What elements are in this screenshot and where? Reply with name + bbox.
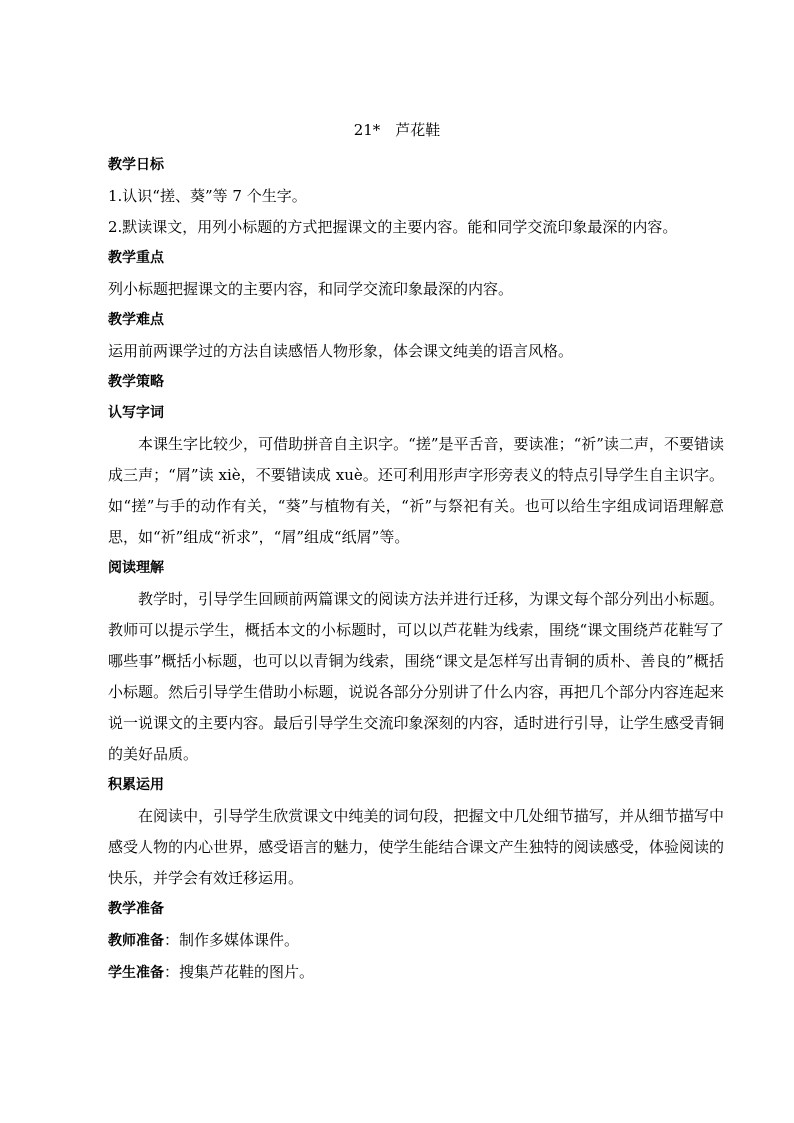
- teacher-preparation: [108, 925, 724, 957]
- teacher-preparation-label: 教师准备: [108, 933, 164, 949]
- student-preparation: [108, 957, 724, 989]
- strategy-heading: 教学策略: [108, 374, 164, 390]
- objective-item-1: 1.认识“搓、葵”等 7 个生字。: [108, 187, 307, 205]
- reading-text: 教学时，引导学生回顾前两篇课文的阅读方法并进行迁移，为课文每个部分列出小标题。教师可以提示学生，概括本文的小标题时，可以以芦花鞋为线索，围绕“课文围绕芦花鞋写了哪些事”概括小标题，也可以以青铜为线索，围绕“课文是怎样写出青铜的质朴、善良的”概括小标题。然后引导学生借助小标题，说说各部分分别讲了什么内容，再把几个部分内容连起来说一说课文的主要内容。最后引导学生交流印象深刻的内容，适时进行引导，让学生感受青铜的美好品质。: [108, 590, 724, 763]
- lesson-content: [108, 150, 724, 989]
- student-preparation-label: 学生准备: [108, 965, 164, 981]
- preparation-heading: 教学准备: [108, 901, 164, 917]
- student-preparation-text: ：搜集芦花鞋的图片。: [164, 963, 315, 981]
- objective-item-2: 2.默读课文，用列小标题的方式把握课文的主要内容。能和同学交流印象最深的内容。: [108, 218, 678, 236]
- difficulties-text: 运用前两课学过的方法自读感悟人物形象，体会课文纯美的语言风格。: [108, 342, 574, 360]
- literacy-heading: 认写字词: [108, 405, 164, 421]
- application-heading: 积累运用: [108, 777, 164, 793]
- key-points-text: 列小标题把握课文的主要内容，和同学交流印象最深的内容。: [108, 280, 514, 298]
- teacher-preparation-text: ：制作多媒体课件。: [164, 931, 300, 949]
- key-points-heading: 教学重点: [108, 250, 164, 266]
- objectives-heading: 教学日标: [108, 157, 164, 173]
- reading-heading: 阅读理解: [108, 560, 164, 576]
- lesson-title: 21* 芦花鞋: [353, 121, 441, 139]
- difficulties-heading: 教学难点: [108, 312, 164, 328]
- literacy-text: 本课生字比较少，可借助拼音自主识字。“搓”是平舌音，要读准；“祈”读二声，不要错读成三声；“屑”读 xiè，不要错读成 xuè。还可利用形声字形旁表义的特点引导学生自主识字。如“搓”与手的动作有关，“葵”与植物有关，“祈”与祭祀有关。也可以给生字组成词语理解意思，如“祈”组成“祈求”，“屑”组成“纸屑”等。: [108, 435, 724, 546]
- application-text: 在阅读中，引导学生欣赏课文中纯美的词句段，把握文中几处细节描写，并从细节描写中感受人物的内心世界，感受语言的魅力，使学生能结合课文产生独特的阅读感受，体验阅读的快乐，并学会有效迁移运用。: [108, 807, 724, 887]
